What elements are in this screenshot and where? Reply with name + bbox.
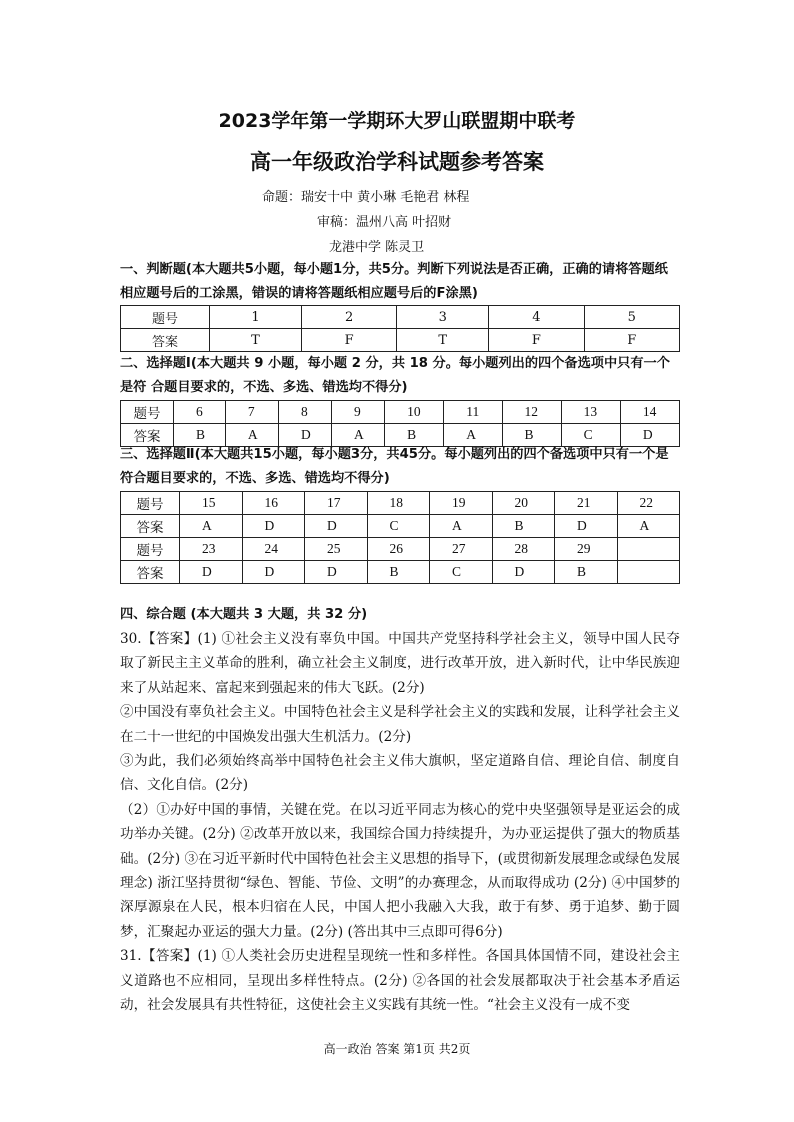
credit-authors: 命题：瑞安十中 黄小琳 毛艳君 林程 <box>262 190 470 205</box>
answer-cell: D <box>242 561 305 584</box>
question-number: 10 <box>385 401 444 424</box>
question-number: 24 <box>242 538 305 561</box>
answer-cell: B <box>385 424 444 447</box>
empty-cell <box>617 538 680 561</box>
answer-cell: B <box>174 424 226 447</box>
row-label: 答案 <box>121 424 174 447</box>
row-label: 答案 <box>121 329 210 352</box>
answer-cell: A <box>430 515 493 538</box>
answer-cell: A <box>617 515 680 538</box>
credit-reviewer-2: 龙港中学 陈灵卫 <box>329 240 425 255</box>
answer-paragraph: ②中国没有辜负社会主义。中国特色社会主义是科学社会主义的实践和发展，让科学社会主义在二十一世纪的中国焕发出强大生机活力。(2分) <box>120 704 680 745</box>
credit-reviewer-1: 审稿：温州八高 叶招财 <box>317 215 452 230</box>
answer-cell: B <box>555 561 618 584</box>
answer-cell: D <box>305 515 368 538</box>
question-number: 1 <box>210 306 302 329</box>
answer-paragraph: ③为此，我们必须始终高举中国特色社会主义伟大旗帜，坚定道路自信、理论自信、制度自信、文化自信。(2分) <box>120 753 680 794</box>
answer-cell: F <box>489 329 584 352</box>
table-row <box>121 561 680 584</box>
question-number: 12 <box>502 401 561 424</box>
answer-cell: B <box>492 515 555 538</box>
document-subtitle: 高一年级政治学科试题参考答案 <box>250 150 544 174</box>
question-number: 15 <box>180 492 243 515</box>
answer-cell: D <box>278 424 331 447</box>
question-number: 9 <box>332 401 385 424</box>
section2-table <box>120 400 680 447</box>
question-number: 20 <box>492 492 555 515</box>
table-row <box>121 492 680 515</box>
question-number: 27 <box>430 538 493 561</box>
document-title: 2023学年第一学期环大罗山联盟期中联考 <box>218 110 576 132</box>
section3-heading: 三、选择题Ⅱ(本大题共15小题，每小题3分，共45分。每小题列出的四个备选项中只有一个是符合题目要求的，不选、多选、错选均不得分) <box>120 447 669 486</box>
section1-heading: 一、判断题(本大题共5小题，每小题1分，共5分。判断下列说法是否正确，正确的请将答题纸相应题号后的工涂黑，错误的请将答题纸相应题号后的F涂黑) <box>120 262 668 301</box>
row-label: 题号 <box>121 538 180 561</box>
answer-cell: A <box>332 424 385 447</box>
answer-cell: C <box>561 424 620 447</box>
row-label: 答案 <box>121 515 180 538</box>
answer-cell: D <box>180 561 243 584</box>
question-number: 29 <box>555 538 618 561</box>
question-number: 21 <box>555 492 618 515</box>
question-number: 5 <box>584 306 679 329</box>
question-number: 23 <box>180 538 243 561</box>
question-number: 18 <box>367 492 430 515</box>
answer-cell: C <box>367 515 430 538</box>
answer-cell: T <box>210 329 302 352</box>
question-number: 26 <box>367 538 430 561</box>
question-number: 28 <box>492 538 555 561</box>
answer-cell: D <box>555 515 618 538</box>
answer-cell: D <box>492 561 555 584</box>
question-number: 11 <box>444 401 502 424</box>
question-number: 14 <box>620 401 679 424</box>
question-number: 22 <box>617 492 680 515</box>
row-label: 题号 <box>121 306 210 329</box>
answer-cell: F <box>301 329 396 352</box>
empty-cell <box>617 561 680 584</box>
answer-paragraph: 30.【答案】(1) ①社会主义没有辜负中国。中国共产党坚持科学社会主义，领导中国人民夺取了新民主主义革命的胜利，确立社会主义制度，进行改革开放，进入新时代，让中华民族迎来了从站起来、富起来到强起来的伟大飞跃。(2分) <box>120 631 680 696</box>
answer-cell: D <box>242 515 305 538</box>
question-number: 13 <box>561 401 620 424</box>
row-label: 题号 <box>121 401 174 424</box>
answer-cell: T <box>397 329 489 352</box>
page-footer: 高一政治 答案 第1页 共2页 <box>323 1042 471 1056</box>
answer-cell: B <box>502 424 561 447</box>
table-row <box>121 401 680 424</box>
answer-cell: C <box>430 561 493 584</box>
table-row <box>121 515 680 538</box>
section4-heading: 四、综合题 (本大题共 3 大题，共 32 分) <box>120 607 368 622</box>
table-row <box>121 538 680 561</box>
answer-cell: F <box>584 329 679 352</box>
question-number: 16 <box>242 492 305 515</box>
question-number: 2 <box>301 306 396 329</box>
question-number: 19 <box>430 492 493 515</box>
answer-cell: B <box>367 561 430 584</box>
answer-paragraph: （2）①办好中国的事情，关键在党。在以习近平同志为核心的党中央坚强领导是亚运会的成功举办关键。(2分) ②改革开放以来，我国综合国力持续提升，为办亚运提供了强大的物质基础。(2分) ③在习近平新时代中国特色社会主义思想的指导下，(或贯彻新发展理念或绿色发展理念) 浙江坚持贯彻“绿色、智能、节俭、文明”的办赛理念，从而取得成功 (2分) ④中国梦的深厚源泉在人民，根本归宿在人民，中国人把小我融入大我，敢于有梦、勇于追梦、勤于圆梦，汇聚起办亚运的强大力量。(2分) (答出其中三点即可得6分) <box>120 801 680 940</box>
question-number: 3 <box>397 306 489 329</box>
question-number: 8 <box>278 401 331 424</box>
question-number: 4 <box>489 306 584 329</box>
answer-paragraph: 31.【答案】(1) ①人类社会历史进程呈现统一性和多样性。各国具体国情不同，建设社会主义道路也不应相同，呈现出多样性特点。(2分) ②各国的社会发展都取决于社会基本矛盾运动，社会发展具有共性特征，这使社会主义实践有其统一性。“社会主义没有一成不变 <box>120 948 680 1014</box>
answer-cell: A <box>180 515 243 538</box>
section2-heading: 二、选择题Ⅰ(本大题共 9 小题，每小题 2 分，共 18 分。每小题列出的四个备选项中只有一个是符 合题目要求的，不选、多选、错选均不得分) <box>120 356 670 395</box>
question-number: 6 <box>174 401 226 424</box>
answer-cell: A <box>444 424 502 447</box>
question-number: 25 <box>305 538 368 561</box>
section3-table <box>120 491 680 584</box>
row-label: 题号 <box>121 492 180 515</box>
table-row <box>121 306 680 329</box>
question-number: 17 <box>305 492 368 515</box>
question-number: 7 <box>225 401 278 424</box>
answer-cell: D <box>305 561 368 584</box>
answer-cell: A <box>225 424 278 447</box>
table-row <box>121 329 680 352</box>
row-label: 答案 <box>121 561 180 584</box>
answer-cell: D <box>620 424 679 447</box>
section4-body <box>120 627 680 1018</box>
section1-table <box>120 305 680 352</box>
